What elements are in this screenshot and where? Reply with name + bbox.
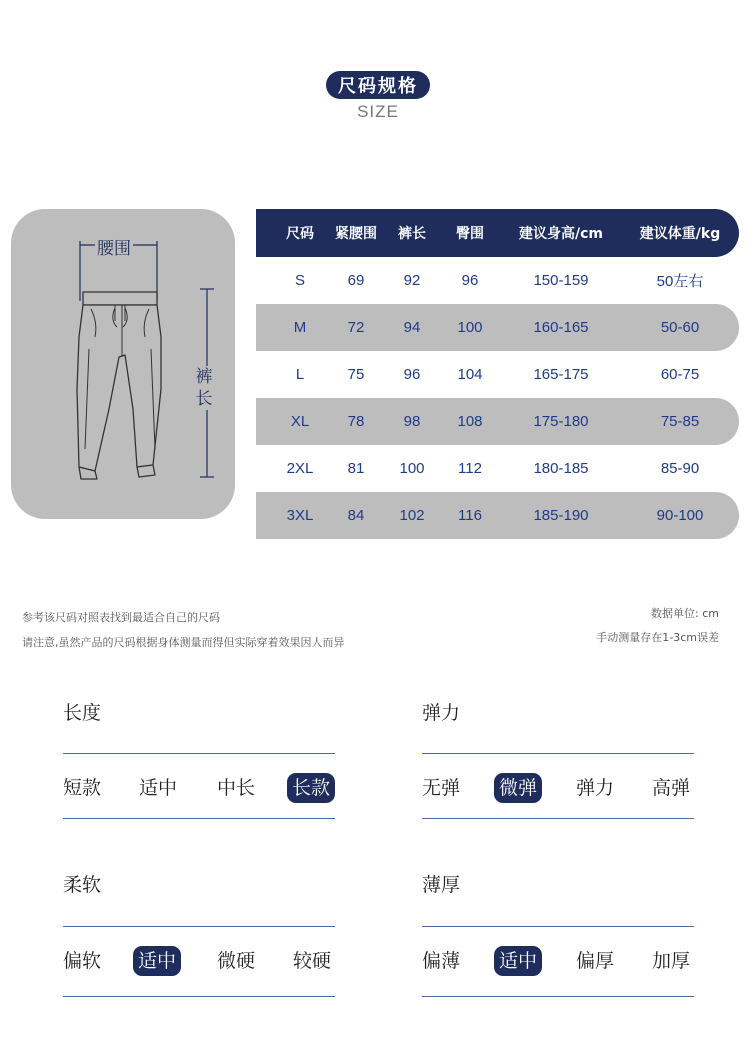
attribute-length [63, 698, 335, 828]
cell-height: 185-190 [533, 507, 589, 524]
divider [63, 996, 335, 997]
table-header [256, 209, 739, 257]
header-weight: 建议体重/kg [639, 226, 721, 242]
waist-label: 腰围 [95, 234, 133, 259]
divider [63, 753, 335, 754]
cell-waist: 72 [347, 319, 365, 336]
cell-size: M [293, 319, 307, 336]
length-label-char-1: 裤 [195, 367, 213, 387]
option-slight-selected: 微弹 [494, 773, 542, 803]
cell-hip: 100 [457, 319, 483, 336]
cell-hip: 108 [457, 413, 483, 430]
attribute-title: 薄厚 [422, 874, 461, 896]
attribute-title: 长度 [63, 702, 102, 724]
cell-hip: 116 [458, 507, 482, 524]
cell-waist: 84 [347, 507, 365, 524]
divider [63, 926, 335, 927]
note-disclaimer: 请注意,虽然产品的尺码根据身体测量而得但实际穿着效果因人而异 [22, 636, 345, 649]
cell-length: 100 [399, 460, 425, 477]
option-medium-selected: 适中 [494, 946, 542, 976]
option-long-selected: 长款 [287, 773, 335, 803]
cell-size: L [295, 366, 305, 383]
note-reference: 参考该尺码对照表找到最适合自己的尺码 [22, 611, 220, 624]
table-row [256, 351, 739, 398]
cell-weight: 50-60 [660, 319, 700, 336]
cell-weight: 90-100 [656, 507, 704, 524]
attribute-thickness [422, 870, 694, 1000]
option-short: 短款 [63, 777, 102, 799]
cell-height: 160-165 [533, 319, 589, 336]
cell-size: S [294, 272, 305, 289]
header-length: 裤长 [398, 226, 426, 242]
option-high: 高弹 [652, 777, 691, 799]
header-waist: 紧腰围 [335, 226, 377, 242]
cell-weight: 60-75 [660, 366, 700, 383]
attribute-softness [63, 870, 335, 1000]
table-row [256, 304, 739, 351]
table-row [256, 492, 739, 539]
size-table [256, 209, 739, 539]
note-tolerance: 手动测量存在1-3cm误差 [596, 631, 719, 644]
cell-weight: 75-85 [660, 413, 700, 430]
cell-length: 96 [403, 366, 421, 383]
option-medium-selected: 适中 [133, 946, 181, 976]
cell-waist: 75 [347, 366, 365, 383]
attribute-title: 弹力 [422, 702, 461, 724]
option-thick: 偏厚 [576, 950, 615, 972]
note-unit: 数据单位: cm [651, 607, 719, 620]
divider [63, 818, 335, 819]
cell-hip: 96 [461, 272, 479, 289]
attribute-title: 柔软 [63, 874, 102, 896]
cell-size: 3XL [286, 507, 314, 524]
option-hard: 较硬 [293, 950, 332, 972]
option-slightly-hard: 微硬 [217, 950, 256, 972]
cell-waist: 69 [347, 272, 365, 289]
option-elastic: 弹力 [576, 777, 615, 799]
cell-length: 92 [403, 272, 421, 289]
cell-length: 98 [403, 413, 421, 430]
length-label [193, 366, 215, 410]
cell-length: 102 [399, 507, 425, 524]
table-row [256, 257, 739, 304]
option-none: 无弹 [422, 777, 461, 799]
option-mid-long: 中长 [217, 777, 256, 799]
cell-waist: 81 [347, 460, 365, 477]
option-extra-thick: 加厚 [652, 950, 691, 972]
page-subtitle: SIZE [357, 102, 399, 121]
cell-weight: 50左右 [656, 273, 704, 290]
cell-hip: 112 [458, 460, 482, 477]
cell-height: 175-180 [533, 413, 589, 430]
divider [422, 926, 694, 927]
divider [422, 818, 694, 819]
cell-waist: 78 [347, 413, 365, 430]
cell-weight: 85-90 [660, 460, 700, 477]
cell-hip: 104 [457, 366, 483, 383]
table-row [256, 398, 739, 445]
header-hip: 臀围 [456, 226, 484, 242]
option-soft: 偏软 [63, 950, 102, 972]
header-height: 建议身高/cm [519, 226, 603, 242]
cell-size: XL [290, 413, 310, 430]
option-thin: 偏薄 [422, 950, 461, 972]
table-row [256, 445, 739, 492]
cell-height: 180-185 [533, 460, 589, 477]
option-medium: 适中 [139, 777, 178, 799]
divider [422, 753, 694, 754]
attribute-elasticity [422, 698, 694, 828]
length-label-char-2: 长 [195, 389, 213, 409]
cell-height: 165-175 [533, 366, 589, 383]
cell-height: 150-159 [533, 272, 589, 289]
cell-length: 94 [403, 319, 421, 336]
cell-size: 2XL [286, 460, 314, 477]
page-title: 尺码规格 [326, 71, 430, 99]
divider [422, 996, 694, 997]
header-size: 尺码 [286, 226, 314, 242]
